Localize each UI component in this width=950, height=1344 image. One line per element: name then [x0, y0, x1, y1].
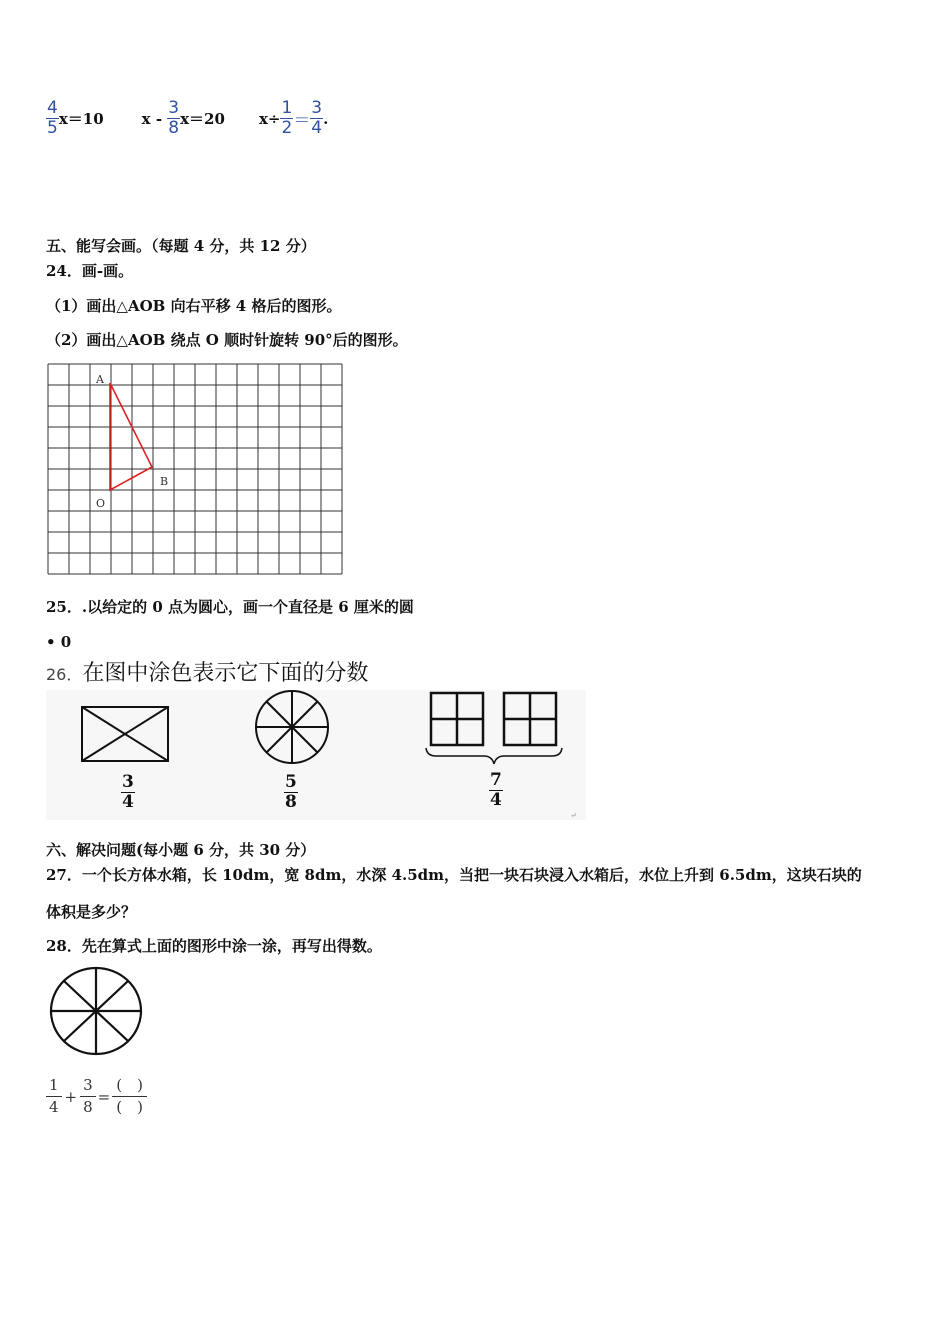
- q24-part2: （2）画出△AOB 绕点 O 顺时针旋转 90°后的图形。: [46, 331, 408, 349]
- q25-title: 25．.以给定的 0 点为圆心，画一个直径是 6 厘米的圆: [46, 598, 414, 616]
- grid-lines: [48, 364, 342, 574]
- q24-title: 24．画-画。: [46, 262, 134, 280]
- q26-number: 26．: [46, 665, 83, 684]
- equation-1: $\frac{4}{5}$ x＝10: [47, 98, 104, 138]
- q27-line1: 27．一个长方体水箱，长 10dm，宽 8dm，水深 4.5dm，当把一块石块浸入水箱后，水位上升到 6.5dm，这块石块的: [46, 866, 862, 884]
- q26-title-row: [46, 660, 368, 688]
- q28-title: 28．先在算式上面的图形中涂一涂，再写出得数。: [46, 937, 382, 955]
- fraction: $\frac{3}{8}$: [168, 98, 180, 138]
- q27-line2: 体积是多少？: [46, 903, 137, 921]
- fraction: $\frac{1}{4}$: [46, 1078, 62, 1115]
- two-squares-quartered: [431, 693, 556, 745]
- fraction: $\frac{3}{8}$: [80, 1078, 96, 1115]
- section-6-heading: 六、解决问题(每小题 6 分，共 30 分）: [46, 841, 316, 859]
- fraction: $\frac{4}{5}$: [47, 98, 58, 138]
- circle-8-sectors: [256, 691, 328, 763]
- equation-row: [46, 100, 328, 137]
- q26-fraction-7-4: $\frac{7}{4}$: [490, 770, 502, 810]
- fraction: $\frac{3}{4}$: [311, 98, 323, 138]
- label-o: O: [96, 497, 106, 510]
- rectangle-with-diagonals: [82, 707, 168, 761]
- q24-part1: （1）画出△AOB 向右平移 4 格后的图形。: [46, 297, 342, 315]
- q26-fraction-5-8: $\frac{5}{8}$: [285, 772, 297, 812]
- fraction: $\frac{1}{2}$: [281, 98, 293, 138]
- label-a: A: [96, 373, 104, 386]
- q28-expression: $\frac{1}{4}$ + $\frac{3}{8}$ = $\frac{( )}{( )}$: [46, 1078, 147, 1115]
- label-b: B: [160, 475, 169, 488]
- grid-figure: [46, 362, 346, 580]
- answer-blank[interactable]: $\frac{( )}{( )}$: [112, 1078, 147, 1115]
- q26-fraction-3-4: $\frac{3}{4}$: [122, 772, 134, 812]
- section-5-heading: 五、能写会画。（每题 4 分，共 12 分）: [46, 237, 316, 255]
- equation-3: x÷ $\frac{1}{2}$ ＝ $\frac{3}{4}$ .: [258, 98, 329, 138]
- triangle-aob: [110, 383, 152, 490]
- q28-circle-8-sectors: [46, 965, 146, 1057]
- q25-point: • 0: [46, 633, 72, 651]
- brace: [426, 748, 562, 764]
- q26-title: 在图中涂色表示它下面的分数: [82, 661, 369, 686]
- equation-2: x - $\frac{3}{8}$ x＝20: [141, 98, 225, 138]
- stray-mark: ↵: [570, 811, 577, 820]
